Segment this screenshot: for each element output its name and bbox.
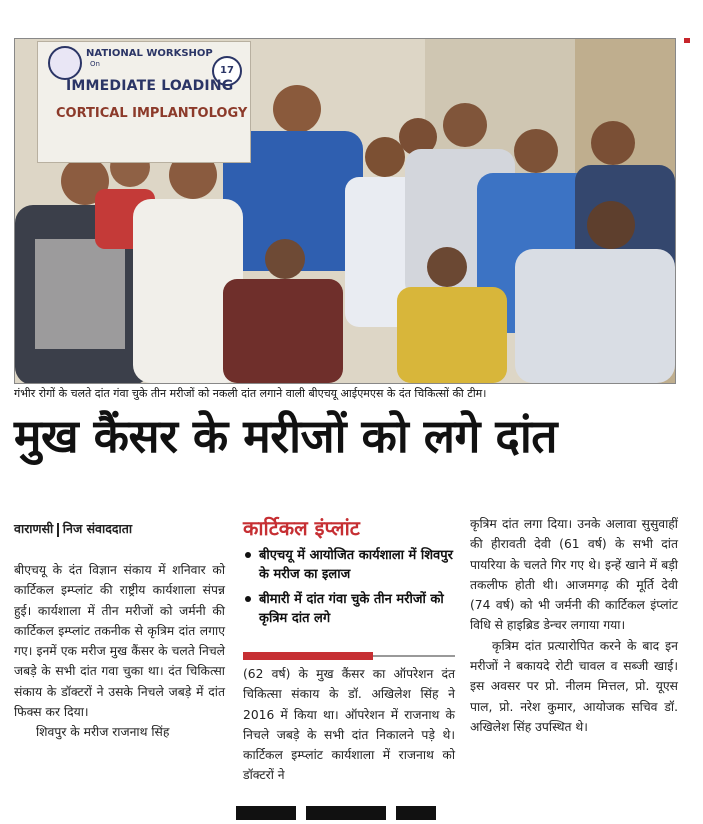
group-photo [14,38,676,384]
headline: मुख कैंसर के मरीजों को लगे दांत [14,409,557,463]
workshop-banner [37,41,251,163]
photo-caption: गंभीर रोगों के चलते दांत गंवा चुके तीन मरीजों को नकली दांत लगाने वाली बीएचयू आईएमएस के दंत चिकित्सों की टीम। [14,387,487,400]
section-divider-grey [373,655,455,657]
byline-reporter: निज संवाददाता [62,521,133,536]
article-column-2 [243,664,455,786]
column-1-paragraph-2: शिवपुर के मरीज राजनाथ सिंह [36,725,170,740]
highlight-item: बीमारी में दांत गंवा चुके तीन मरीजों को कृत्रिम दांत लगे [243,590,455,628]
byline-separator [57,523,59,537]
column-3-paragraph-2: कृत्रिम दांत प्रत्यारोपित करने के बाद इन मरीजों ने बकायदे रोटी चावल व सब्जी खाई। इस अवसर पर प्रो. नीलम मित्तल, प्रो. यूएस पाल, प्रो. नरेश कुमार, आयोजक सचिव डॉ. अखिलेश सिंह उपस्थित थे। [470,638,678,734]
banner-line-2: On [90,60,100,68]
section-divider-red [243,652,373,660]
banner-line-4: CORTICAL IMPLANTOLOGY [56,106,248,121]
next-headline-fragment [236,805,446,819]
byline [14,520,132,537]
banner-logo-right: 17 [212,56,242,86]
bullet-icon [245,596,251,602]
bullet-icon [245,552,251,558]
highlight-item: बीएचयू में आयोजित कार्यशाला में शिवपुर के मरीज का इलाज [243,546,455,584]
column-3-paragraph-1: कृत्रिम दांत लगा दिया। उनके अलावा सुसुवाहीं की हीरावती देवी (61 वर्ष) के सभी दांत पायरिया के चलते गिर गए थे। इन्हें खाने में बड़ी तकलीफ होती थी। आजमगढ़ की मूर्ति देवी (74 वर्ष) को भी जर्मनी की कार्टिकल इंप्लांट विधि से हाइब्रिड डेन्चर लगाया गया। [470,517,678,633]
banner-line-1: NATIONAL WORKSHOP [86,48,213,59]
byline-place: वाराणसी [14,521,54,536]
banner-line-3: IMMEDIATE LOADING [66,78,234,94]
highlight-list [243,546,455,634]
page-corner-mark [684,38,690,43]
article-column-1 [14,560,225,743]
university-logo [48,46,82,80]
subheading: कार्टिकल इंप्लांट [243,516,360,540]
article-column-3 [470,514,678,737]
column-2-paragraph-1: (62 वर्ष) के मुख कैंसर का ऑपरेशन दंत चिकित्सा संकाय के डॉ. अखिलेश सिंह ने 2016 में किया था। ऑपरेशन में राजनाथ के निचले जबड़े के सभी दांत निकालने पड़े थे। कार्टिकल इम्प्लांट कार्यशाला में राजनाथ को डॉक्टरों ने [243,667,455,783]
column-1-paragraph-1: बीएचयू के दंत विज्ञान संकाय में शनिवार को कार्टिकल इम्प्लांट की राष्ट्रीय कार्यशाला संपन्न हुई। कार्यशाला में तीन मरीजों को जर्मनी की कार्टिकल इम्प्लांट तकनीक से कृत्रिम दांत लगाए गए। इनमें एक मरीज मुख कैंसर के चलते निचले जबड़े के सभी दांत गवा चुका था। दंत चिकित्सा संकाय के डॉक्टरों ने उसके निचले जबड़े में दांत फिक्स कर दिया। [14,563,225,720]
